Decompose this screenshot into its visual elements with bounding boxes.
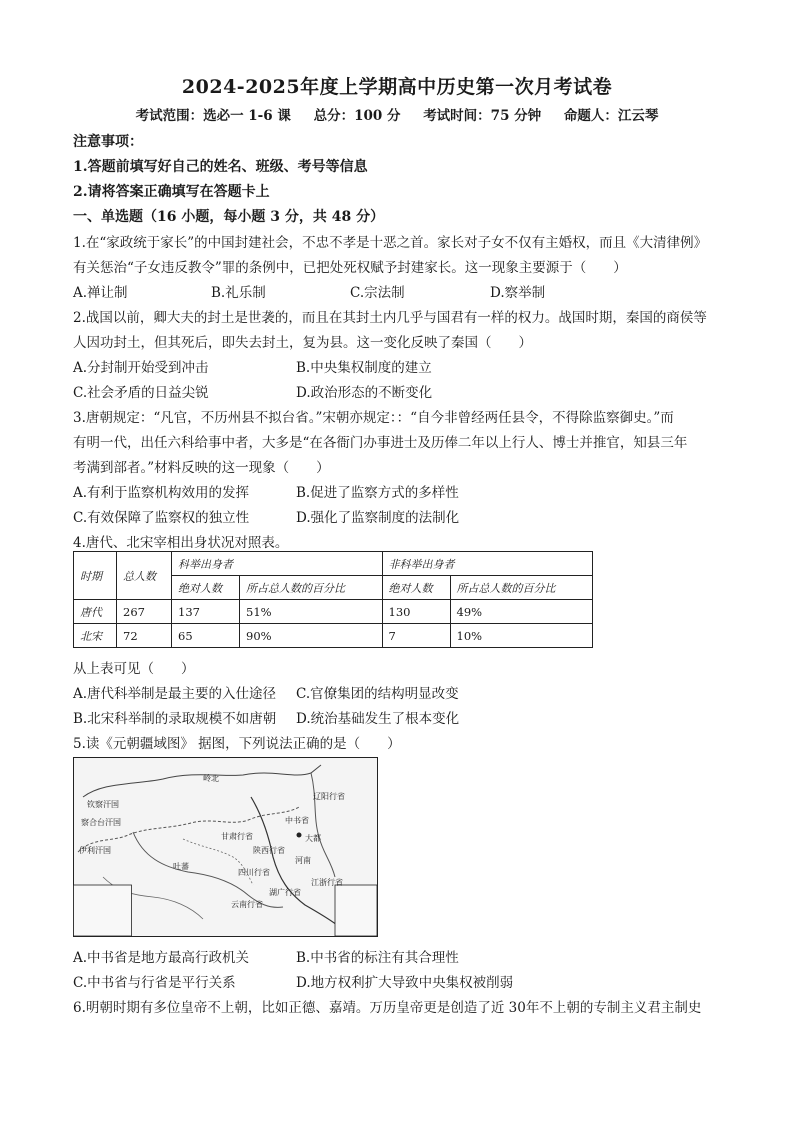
question-3-line: 考满到部者。”材料反映的这一现象（ ） [73,460,330,476]
table-row [74,624,593,648]
map-label-huguang: 湖广行省 [269,888,301,897]
q1-option-a[interactable]: A.禅让制 [73,285,128,301]
map-label-tubo: 吐蕃 [173,862,189,871]
inset-map-right [335,885,377,936]
table-cell: 51% [240,600,383,624]
table-cell: 65 [172,624,240,648]
table-cell-period: 北宋 [74,624,117,648]
question-4-line: 4.唐代、北宋宰相出身状况对照表。 [73,535,289,551]
q1-option-b[interactable]: B.礼乐制 [211,285,266,301]
q2-option-b[interactable]: B.中央集权制度的建立 [296,360,432,376]
map-label-sichuan: 四川行省 [238,868,270,877]
q5-option-d[interactable]: D.地方权利扩大导致中央集权被削弱 [296,975,514,991]
map-label-jiangzhe: 江浙行省 [311,878,343,887]
question-2-line: 2.战国以前，卿大夫的封土是世袭的，而且在其封土内几乎与国君有一样的权力。战国时期，秦国的商侯等 [73,310,707,326]
q3-option-b[interactable]: B.促进了监察方式的多样性 [296,485,459,501]
map-label-chagatai: 察合台汗国 [81,818,121,827]
q5-option-a[interactable]: A.中书省是地方最高行政机关 [73,950,250,966]
exam-total: 总分：100 分 [313,108,401,124]
table-header-pct: 所占总人数的百分比 [450,576,593,600]
q5-option-b[interactable]: B.中书省的标注有其合理性 [296,950,459,966]
map-label-dadu: 大都 [305,834,321,843]
dadu-marker [297,833,302,838]
section-heading: 一、单选题（16 小题，每小题 3 分，共 48 分） [73,209,385,225]
map-label-shaanxi: 陕西行省 [253,846,285,855]
table-cell: 10% [450,624,593,648]
table-header-period: 时期 [74,552,117,600]
q2-option-c[interactable]: C.社会矛盾的日益尖锐 [73,385,209,401]
table-header-nonkeju: 非科举出身者 [382,552,593,576]
table-cell: 72 [117,624,172,648]
map-label-qincha: 钦察汗国 [87,800,119,809]
q4-option-a[interactable]: A.唐代科举制是最主要的入仕途径 [73,686,277,702]
q1-option-d[interactable]: D.察举制 [490,285,546,301]
q3-option-a[interactable]: A.有利于监察机构效用的发挥 [73,485,250,501]
page-title: 2024-2025年度上学期高中历史第一次月考试卷 [181,76,613,98]
exam-info [0,104,794,124]
question-3-line: 3.唐朝规定：“凡官，不历州县不拟台省。”宋朝亦规定：：“自今非曾经两任县令，不得除监察御史。”而 [73,410,674,426]
map-label-yunnan: 云南行省 [231,900,263,909]
table-row [74,600,593,624]
table-header-abs: 绝对人数 [172,576,240,600]
table-cell: 90% [240,624,383,648]
question-1-line: 1.在“家政统于家长”的中国封建社会，不忠不孝是十恶之首。家长对子女不仅有主婚权，而且《大清律例》 [73,235,708,251]
question-1-line: 有关惩治“子女违反教令”罪的条例中，已把处死权赋予封建家长。这一现象主要源于（ ） [73,260,627,276]
table-cell: 130 [382,600,450,624]
q4-option-c[interactable]: C.官僚集团的结构明显改变 [296,686,459,702]
map-label-liaoyang: 辽阳行省 [313,792,345,801]
comparison-table [73,551,593,648]
map-label-lingbei: 岭北 [203,774,219,783]
q3-option-d[interactable]: D.强化了监察制度的法制化 [296,510,460,526]
inset-map-left [74,885,132,936]
q4-option-d[interactable]: D.统治基础发生了根本变化 [296,711,460,727]
question-5-line: 5.读《元朝疆域图》 据图，下列说法正确的是（ ） [73,736,401,752]
q1-option-c[interactable]: C.宗法制 [350,285,405,301]
question-2-line: 人因功封土，但其死后，即失去封土，复为县。这一变化反映了秦国（ ） [73,335,532,351]
map-label-henan: 河南 [295,856,311,865]
notice-item: 2.请将答案正确填写在答题卡上 [73,184,270,200]
table-header-abs: 绝对人数 [382,576,450,600]
yuan-dynasty-map [73,757,378,937]
exam-time: 考试时间：75 分钟 [423,108,542,124]
table-header-keju: 科举出身者 [172,552,383,576]
map-label-gansu: 甘肃行省 [221,832,253,841]
q4-option-b[interactable]: B.北宋科举制的录取规模不如唐朝 [73,711,277,727]
table-header-total: 总人数 [117,552,172,600]
exam-author: 命题人：江云琴 [563,108,659,124]
q2-option-a[interactable]: A.分封制开始受到冲击 [73,360,209,376]
map-label-yili: 伊利汗国 [79,846,111,855]
q2-option-d[interactable]: D.政治形态的不断变化 [296,385,433,401]
q5-option-c[interactable]: C.中书省与行省是平行关系 [73,975,236,991]
table-cell: 49% [450,600,593,624]
notice-heading: 注意事项： [73,134,143,150]
map-label-zhongshu: 中书省 [285,816,309,825]
question-6-line: 6.明朝时期有多位皇帝不上朝，比如正德、嘉靖。万历皇帝更是创造了近 30年不上朝的专制主义君主制史 [73,1000,702,1016]
table-cell: 7 [382,624,450,648]
question-3-line: 有明一代，出任六科给事中者，大多是“在各衙门办事进士及历俸二年以上行人、博士并推官，知县三年 [73,435,688,451]
table-header-pct: 所占总人数的百分比 [240,576,383,600]
table-cell: 267 [117,600,172,624]
q3-option-c[interactable]: C.有效保障了监察权的独立性 [73,510,250,526]
exam-scope: 考试范围：选必一 1-6 课 [135,108,291,124]
question-4-after: 从上表可见（ ） [73,661,195,677]
notice-item: 1.答题前填写好自己的姓名、班级、考号等信息 [73,159,368,175]
table-cell: 137 [172,600,240,624]
table-cell-period: 唐代 [74,600,117,624]
